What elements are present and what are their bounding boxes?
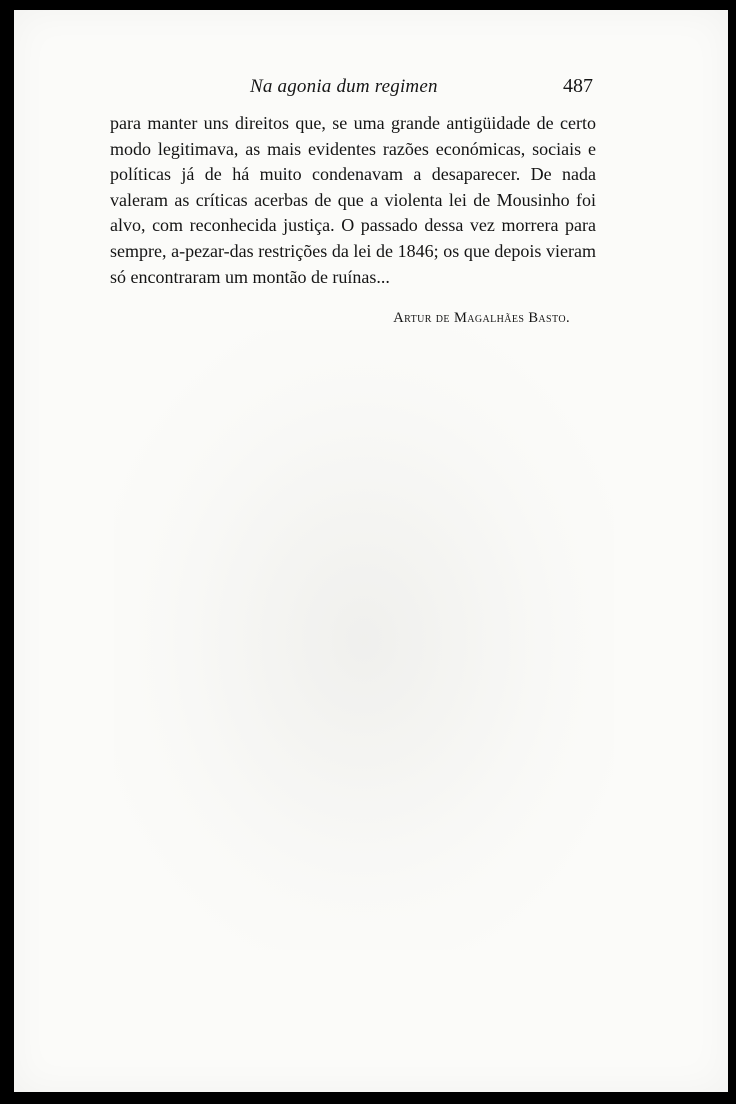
page-header	[14, 74, 728, 102]
running-title: Na agonia dum regimen	[250, 76, 438, 97]
body-text	[110, 111, 596, 290]
body-paragraph: para manter uns direitos que, se uma grande antigüidade de certo modo legitimava, as mais evidentes razões económicas, sociais e políticas já de há muito condenavam a desaparecer. De nada valeram as críticas acerbas de que a violenta lei de Mousinho foi alvo, com reconhecida justiça. O passado dessa vez morrera para sempre, a-pezar-das restrições da lei de 1846; os que depois vieram só encontraram um montão de ruínas...	[110, 113, 596, 287]
page-number: 487	[563, 75, 593, 97]
bleed-through-shadow	[114, 330, 614, 950]
author-signature: Artur de Magalhães Basto.	[393, 310, 570, 326]
book-page	[14, 10, 728, 1092]
